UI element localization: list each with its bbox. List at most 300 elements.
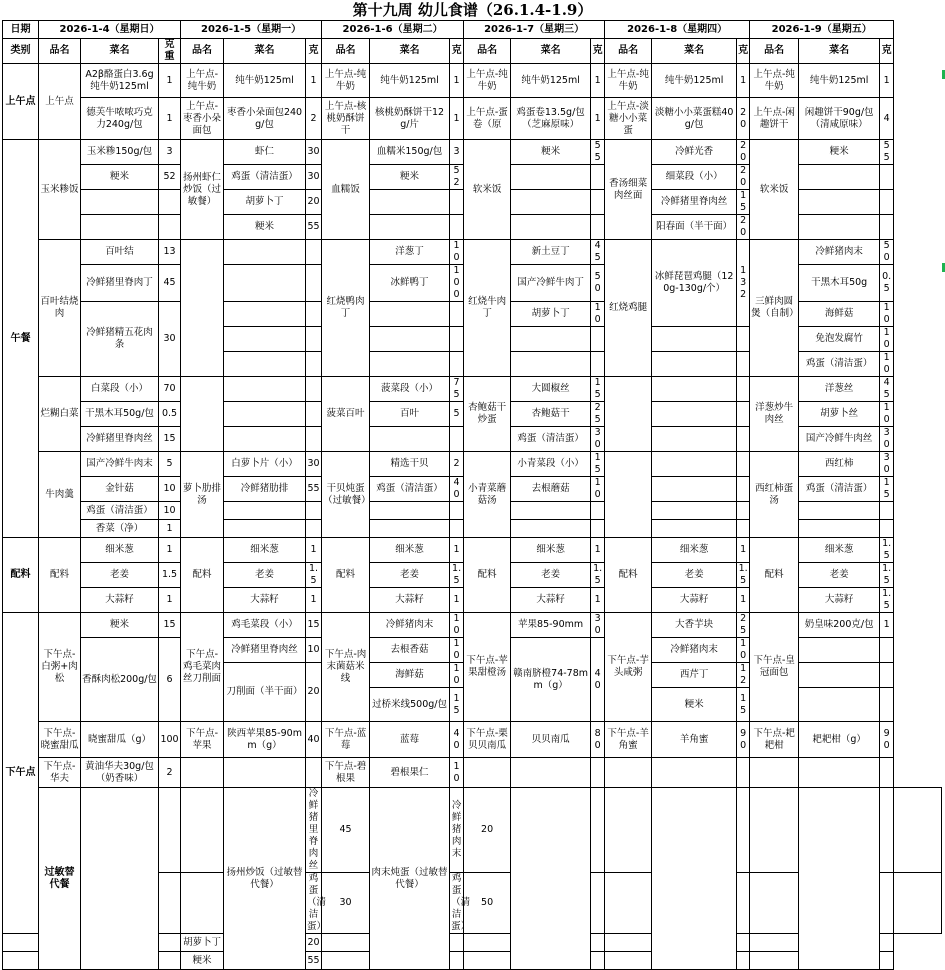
ingredient: 胡萝卜丝	[799, 402, 880, 427]
gram: 10	[880, 302, 894, 327]
gram: 52	[450, 165, 464, 190]
ingredient: 冰鲜鸭丁	[370, 265, 450, 302]
dish-col-label: 品名	[750, 39, 799, 64]
ingredient: 闲趣饼干90g/包（清咸原味）	[799, 98, 880, 140]
gram: 80	[591, 722, 605, 758]
gram: 20	[306, 190, 322, 215]
gram: 10	[591, 477, 605, 502]
gram: 15	[159, 427, 181, 452]
ingredient: 淡糖小小菜蛋糕40g/包	[652, 98, 737, 140]
ingredient: 洋葱丝	[799, 377, 880, 402]
gram: 10	[450, 663, 464, 688]
ingredient: 大蒜籽	[224, 588, 306, 613]
gram: 3	[450, 140, 464, 165]
gram: 55	[591, 140, 605, 165]
ingredient: 国产冷鲜牛肉丁	[511, 265, 591, 302]
ingredient: 赣南脐橙74-78mm（g）	[511, 638, 591, 722]
ingredient: 干黑木耳50g	[799, 265, 880, 302]
ingredient: 百叶	[370, 402, 450, 427]
gram: 15	[450, 688, 464, 722]
gram: 20	[737, 98, 750, 140]
ingredient: 细米葱	[81, 538, 159, 563]
ingredient: 海鲜菇	[370, 663, 450, 688]
ingredient: 冷鲜猪里脊肉丝	[652, 190, 737, 215]
ingredient: 老姜	[511, 563, 591, 588]
gram: 75	[450, 377, 464, 402]
ingredient: 大蒜籽	[652, 588, 737, 613]
gram: 1	[159, 588, 181, 613]
ingredient: 鸡蛋（清洁蛋）	[511, 427, 591, 452]
dish-col-label: 品名	[181, 39, 224, 64]
ingredient: 纯牛奶125ml	[511, 64, 591, 98]
dish-name: 下午点-蓝莓	[322, 722, 370, 758]
gram: 1.5	[450, 563, 464, 588]
dish-name: 血糯饭	[322, 140, 370, 240]
category-label: 类别	[3, 39, 39, 64]
gram: 15	[737, 190, 750, 215]
day-header: 2026-1-5（星期一）	[181, 21, 322, 39]
ingredient: 老姜	[652, 563, 737, 588]
gram: 20	[737, 215, 750, 240]
dish-name: 下午点-碧根果	[322, 758, 370, 788]
dish-name: 上午点-闲趣饼干	[750, 98, 799, 140]
ingredient: 鸡蛋（清洁蛋）	[224, 165, 306, 190]
ingredient: 冷鲜光香	[652, 140, 737, 165]
gram: 45	[159, 265, 181, 302]
ingredient: 虾仁	[224, 140, 306, 165]
gram: 15	[306, 613, 322, 638]
page-title: 第十九周 幼儿食谱（26.1.4-1.9）	[352, 1, 593, 19]
ingredient: 大蒜籽	[370, 588, 450, 613]
day-header: 2026-1-4（星期日）	[39, 21, 181, 39]
gram: 100	[159, 722, 181, 758]
gram: 2	[159, 758, 181, 788]
ingredient: 小青菜段（小）	[511, 452, 591, 477]
gram: 25	[591, 402, 605, 427]
ingredient: 大香芋块	[652, 613, 737, 638]
gram: 1	[306, 64, 322, 98]
dish-name: 配料	[39, 538, 81, 613]
dish-name: 三鲜肉圆煲（自制）	[750, 240, 799, 377]
dish-name: 干贝炖蛋（过敏餐）	[322, 452, 370, 538]
ingredient: 细米葱	[652, 538, 737, 563]
ingredient: 冷鲜猪肉末	[799, 240, 880, 265]
dish-name: 配料	[181, 538, 224, 613]
ingredient: 冷鲜猪里脊肉丝	[81, 427, 159, 452]
ingredient: A2β酪蛋白3.6g纯牛奶125ml	[81, 64, 159, 98]
gram: 30	[306, 140, 322, 165]
gram: 10	[591, 302, 605, 327]
dish-name: 百叶结烧肉	[39, 240, 81, 377]
day-header: 2026-1-6（星期二）	[322, 21, 464, 39]
dish-name: 上午点-淡糖小小菜蛋	[605, 98, 652, 140]
gram: 5	[159, 452, 181, 477]
ingredient: 细米葱	[370, 538, 450, 563]
gram: 10	[737, 638, 750, 663]
dish-col-label: 品名	[39, 39, 81, 64]
gram: 1.5	[591, 563, 605, 588]
gram: 15	[159, 613, 181, 638]
gram-col-label: 克	[737, 39, 750, 64]
ingredient: 冷鲜猪肉末	[450, 788, 464, 873]
ingredient: 精选干贝	[370, 452, 450, 477]
ingredient: 细米葱	[224, 538, 306, 563]
ingredient: 鸡蛋（清洁蛋）	[451, 873, 471, 932]
ingredient: 干黑木耳50g/包	[81, 402, 159, 427]
dish-name: 软米饭	[464, 140, 511, 240]
ingredient: 刀削面（半干面）	[224, 663, 306, 722]
ingredient-col-label: 菜名	[511, 39, 591, 64]
ingredient: 冷鲜猪肋排	[224, 477, 306, 502]
gram: 1	[306, 538, 322, 563]
ingredient: 免泡发腐竹	[799, 327, 880, 352]
ingredient: 香菜（净）	[81, 520, 159, 538]
gram: 52	[159, 165, 181, 190]
dish-name: 下午点-肉末菌菇米线	[322, 613, 370, 722]
ingredient: 核桃奶酥饼干12g/片	[370, 98, 450, 140]
dish-name: 上午点-纯牛奶	[181, 64, 224, 98]
ingredient: 苹果85-90mm	[511, 613, 591, 638]
gram: 1	[591, 538, 605, 563]
ingredient: 冷鲜猪精五花肉条	[81, 302, 159, 377]
ingredient: 西芹丁	[652, 663, 737, 688]
category-afternoon: 下午点	[3, 613, 39, 934]
gram: 20	[306, 663, 322, 722]
ingredient: 细菜段（小）	[652, 165, 737, 190]
gram: 30	[880, 427, 894, 452]
gram: 30	[591, 427, 605, 452]
gram-col-label: 克	[450, 39, 464, 64]
ingredient: 鸡蛋（清洁蛋）	[799, 352, 880, 377]
dish-name: 小青菜蘑菇汤	[464, 452, 511, 538]
ingredient: 血糯米150g/包	[370, 140, 450, 165]
gram: 50	[464, 873, 511, 934]
gram: 1	[450, 538, 464, 563]
dish-name: 上午点-蛋卷（原	[464, 98, 511, 140]
gram: 30	[306, 452, 322, 477]
dish-name: 肉末炖蛋（过敏替代餐）	[370, 788, 450, 970]
ingredient: 冷鲜猪里脊肉丝	[306, 788, 322, 873]
ingredient: 海鲜菇	[799, 302, 880, 327]
gram: 15	[591, 377, 605, 402]
gram: 5	[450, 402, 464, 427]
gram: 2	[450, 452, 464, 477]
gram: 1	[591, 588, 605, 613]
ingredient: 鸡蛋（清洁蛋）	[307, 873, 327, 932]
gram: 4	[880, 98, 894, 140]
dish-name: 配料	[605, 538, 652, 613]
ingredient: 胡萝卜丁	[511, 302, 591, 327]
ingredient-col-label: 菜名	[81, 39, 159, 64]
dish-name: 上午点-纯牛奶	[605, 64, 652, 98]
gram: 70	[159, 377, 181, 402]
ingredient: 粳米	[799, 140, 880, 165]
ingredient: 香酥肉松200g/包	[81, 638, 159, 722]
gram: 40	[450, 722, 464, 758]
dish-col-label: 品名	[605, 39, 652, 64]
gram: 40	[591, 638, 605, 722]
gram: 1	[159, 98, 181, 140]
ingredient: 老姜	[799, 563, 880, 588]
ingredient: 纯牛奶125ml	[224, 64, 306, 98]
dish-name: 上午点-枣香小朵面包	[181, 98, 224, 140]
dish-name: 下午点-皇冠面包	[750, 613, 799, 722]
ingredient: 粳米	[181, 952, 224, 970]
gram: 25	[737, 613, 750, 638]
ingredient-col-label: 菜名	[799, 39, 880, 64]
gram: 1.5	[880, 563, 894, 588]
gram: 6	[159, 638, 181, 722]
gram: 100	[450, 265, 464, 302]
ingredient: 去根香菇	[370, 638, 450, 663]
gram: 30	[880, 452, 894, 477]
gram: 1	[159, 538, 181, 563]
gram: 10	[450, 758, 464, 788]
gram: 10	[159, 477, 181, 502]
ingredient: 大蒜籽	[81, 588, 159, 613]
gram: 15	[880, 477, 894, 502]
category-morning: 上午点	[3, 64, 39, 140]
dish-name: 上午点	[39, 64, 81, 140]
dish-name: 扬州炒饭（过敏替代餐）	[224, 788, 306, 970]
gram: 50	[591, 265, 605, 302]
ingredient: 鸡蛋卷13.5g/包（芝麻原味）	[511, 98, 591, 140]
ingredient: 大圆椒丝	[511, 377, 591, 402]
date-label: 日期	[3, 21, 39, 39]
ingredient: 去根蘑菇	[511, 477, 591, 502]
gram: 10	[450, 240, 464, 265]
ingredient: 冷鲜猪里脊肉丁	[81, 265, 159, 302]
ingredient: 国产冷鲜牛肉丝	[799, 427, 880, 452]
gram: 1.5	[880, 538, 894, 563]
ingredient: 百叶结	[81, 240, 159, 265]
ingredient: 阳春面（半干面）	[652, 215, 737, 240]
gram: 0.5	[880, 265, 894, 302]
dish-name: 配料	[750, 538, 799, 613]
dish-name: 下午点-白粥+肉松	[39, 613, 81, 722]
dish-name: 菠菜百叶	[322, 377, 370, 452]
gram: 1	[737, 588, 750, 613]
dish-name: 下午点-芋头咸粥	[605, 613, 652, 722]
dish-name: 下午点-晓蜜甜瓜	[39, 722, 81, 758]
gram: 40	[306, 722, 322, 758]
gram-col-label: 克	[306, 39, 322, 64]
ingredient: 菠菜段（小）	[370, 377, 450, 402]
gram: 1.5	[880, 588, 894, 613]
ingredient: 老姜	[81, 563, 159, 588]
gram: 132	[737, 240, 750, 327]
dish-name: 上午点-纯牛奶	[322, 64, 370, 98]
gram: 40	[450, 477, 464, 502]
gram: 1	[159, 64, 181, 98]
gram: 1.5	[306, 563, 322, 588]
gram: 13	[159, 240, 181, 265]
dish-name: 红烧牛肉丁	[464, 240, 511, 377]
ingredient: 纯牛奶125ml	[799, 64, 880, 98]
gram: 10	[880, 352, 894, 377]
gram: 1	[737, 538, 750, 563]
gram: 55	[306, 952, 322, 970]
gram: 45	[322, 788, 370, 873]
gram: 10	[450, 613, 464, 638]
dish-name: 烂糊白菜	[39, 377, 81, 452]
ingredient: 老姜	[224, 563, 306, 588]
gram: 55	[306, 477, 322, 502]
gram: 1	[880, 613, 894, 638]
gram: 1	[591, 98, 605, 140]
dish-name: 红烧鸡腿	[605, 240, 652, 377]
ingredient-col-label: 菜名	[652, 39, 737, 64]
gram: 1	[737, 64, 750, 98]
ingredient: 粳米	[370, 165, 450, 190]
ingredient: 白菜段（小）	[81, 377, 159, 402]
ingredient: 西红柿	[799, 452, 880, 477]
gram: 1.5	[159, 563, 181, 588]
gram: 1	[159, 520, 181, 538]
ingredient: 金针菇	[81, 477, 159, 502]
dish-name: 玉米糁饭	[39, 140, 81, 240]
day-header: 2026-1-7（星期三）	[464, 21, 605, 39]
dish-name: 西红柿蛋汤	[750, 452, 799, 538]
menu-table	[2, 20, 942, 970]
gram-col-label: 克	[591, 39, 605, 64]
ingredient: 杏鲍菇干	[511, 402, 591, 427]
day-header: 2026-1-8（星期四）	[605, 21, 750, 39]
ingredient: 黄油华夫30g/包（奶香味）	[81, 758, 159, 788]
gram: 10	[450, 638, 464, 663]
ingredient: 粳米	[81, 165, 159, 190]
dish-name: 红烧鸭肉丁	[322, 240, 370, 377]
ingredient: 奶皇味200克/包	[799, 613, 880, 638]
gram: 0.5	[159, 402, 181, 427]
category-condiment: 配料	[3, 538, 39, 613]
gram: 10	[880, 402, 894, 427]
dish-name: 下午点-栗贝贝南瓜	[464, 722, 511, 758]
gram-col-label: 克	[880, 39, 894, 64]
gram: 1	[450, 98, 464, 140]
gram: 15	[591, 452, 605, 477]
gram: 90	[880, 722, 894, 758]
ingredient: 大蒜籽	[799, 588, 880, 613]
gram: 20	[737, 165, 750, 190]
gram: 1	[880, 64, 894, 98]
dish-col-label: 品名	[464, 39, 511, 64]
dish-name: 牛肉羹	[39, 452, 81, 538]
ingredient: 粳米	[81, 613, 159, 638]
gram: 1	[591, 64, 605, 98]
ingredient: 鸡蛋（清洁蛋）	[370, 477, 450, 502]
ingredient: 冷鲜猪里脊肉丝	[224, 638, 306, 663]
gram: 2	[306, 98, 322, 140]
ingredient: 玉米糁150g/包	[81, 140, 159, 165]
gram: 55	[880, 140, 894, 165]
ingredient: 胡萝卜丁	[224, 190, 306, 215]
gram: 10	[159, 502, 181, 520]
dish-name: 扬州虾仁炒饭（过敏餐）	[181, 140, 224, 240]
ingredient: 洋葱丁	[370, 240, 450, 265]
gram: 30	[591, 613, 605, 638]
dish-name: 萝卜肋排汤	[181, 452, 224, 538]
category-allergy: 过敏替代餐	[39, 788, 81, 970]
dish-name: 杏鲍菇干炒蛋	[464, 377, 511, 452]
dish-name: 下午点-华夫	[39, 758, 81, 788]
ingredient: 蓝莓	[370, 722, 450, 758]
ingredient: 国产冷鲜牛肉末	[81, 452, 159, 477]
gram: 10	[880, 327, 894, 352]
category-lunch: 午餐	[3, 140, 39, 538]
gram: 50	[880, 240, 894, 265]
gram: 1	[450, 588, 464, 613]
dish-name: 下午点-羊角蜜	[605, 722, 652, 758]
dish-name: 下午点-鸡毛菜肉丝刀削面	[181, 613, 224, 722]
ingredient: 德芙牛哝哝巧克力240g/包	[81, 98, 159, 140]
dish-name: 下午点-耙耙柑	[750, 722, 799, 758]
ingredient: 贝贝南瓜	[511, 722, 591, 758]
gram: 20	[306, 934, 322, 952]
ingredient: 纯牛奶125ml	[652, 64, 737, 98]
gram: 45	[880, 377, 894, 402]
gram: 12	[737, 663, 750, 688]
ingredient: 碧根果仁	[370, 758, 450, 788]
dish-name: 下午点-苹果甜橙汤	[464, 613, 511, 722]
ingredient: 晓蜜甜瓜（g）	[81, 722, 159, 758]
ingredient: 耙耙柑（g）	[799, 722, 880, 758]
gram: 20	[464, 788, 511, 873]
gram: 20	[737, 140, 750, 165]
gram: 15	[737, 688, 750, 722]
gram: 3	[159, 140, 181, 165]
gram: 1	[450, 64, 464, 98]
gram: 1	[306, 588, 322, 613]
gram: 55	[306, 215, 322, 240]
gram: 10	[306, 638, 322, 663]
ingredient: 枣香小朵面包240g/包	[224, 98, 306, 140]
ingredient: 细米葱	[799, 538, 880, 563]
ingredient: 胡萝卜丁	[181, 934, 224, 952]
ingredient: 纯牛奶125ml	[370, 64, 450, 98]
gram-col-label: 克重	[159, 39, 181, 64]
dish-name: 下午点-苹果	[181, 722, 224, 758]
ingredient: 冰鲜琵琶鸡腿（120g-130g/个）	[652, 240, 737, 327]
ingredient: 粳米	[652, 688, 737, 722]
ingredient: 陕西苹果85-90mm（g）	[224, 722, 306, 758]
dish-name: 上午点-纯牛奶	[464, 64, 511, 98]
gram: 45	[591, 240, 605, 265]
dish-name: 软米饭	[750, 140, 799, 240]
ingredient-col-label: 菜名	[370, 39, 450, 64]
ingredient: 鸡毛菜段（小）	[224, 613, 306, 638]
dish-name: 上午点-核桃奶酥饼干	[322, 98, 370, 140]
dish-name: 上午点-纯牛奶	[750, 64, 799, 98]
ingredient: 粳米	[511, 140, 591, 165]
ingredient: 粳米	[224, 215, 306, 240]
ingredient: 过桥米线500g/包	[370, 688, 450, 722]
gram: 30	[159, 302, 181, 377]
ingredient: 冷鲜猪肉末	[370, 613, 450, 638]
dish-name: 配料	[322, 538, 370, 613]
gram: 30	[306, 165, 322, 190]
ingredient: 新土豆丁	[511, 240, 591, 265]
dish-col-label: 品名	[322, 39, 370, 64]
ingredient: 羊角蜜	[652, 722, 737, 758]
day-header: 2026-1-9（星期五）	[750, 21, 894, 39]
ingredient: 鸡蛋（清洁蛋）	[81, 502, 159, 520]
gram: 90	[737, 722, 750, 758]
ingredient: 鸡蛋（清洁蛋）	[799, 477, 880, 502]
ingredient: 老姜	[370, 563, 450, 588]
dish-name: 配料	[464, 538, 511, 613]
gram: 1.5	[738, 563, 748, 586]
